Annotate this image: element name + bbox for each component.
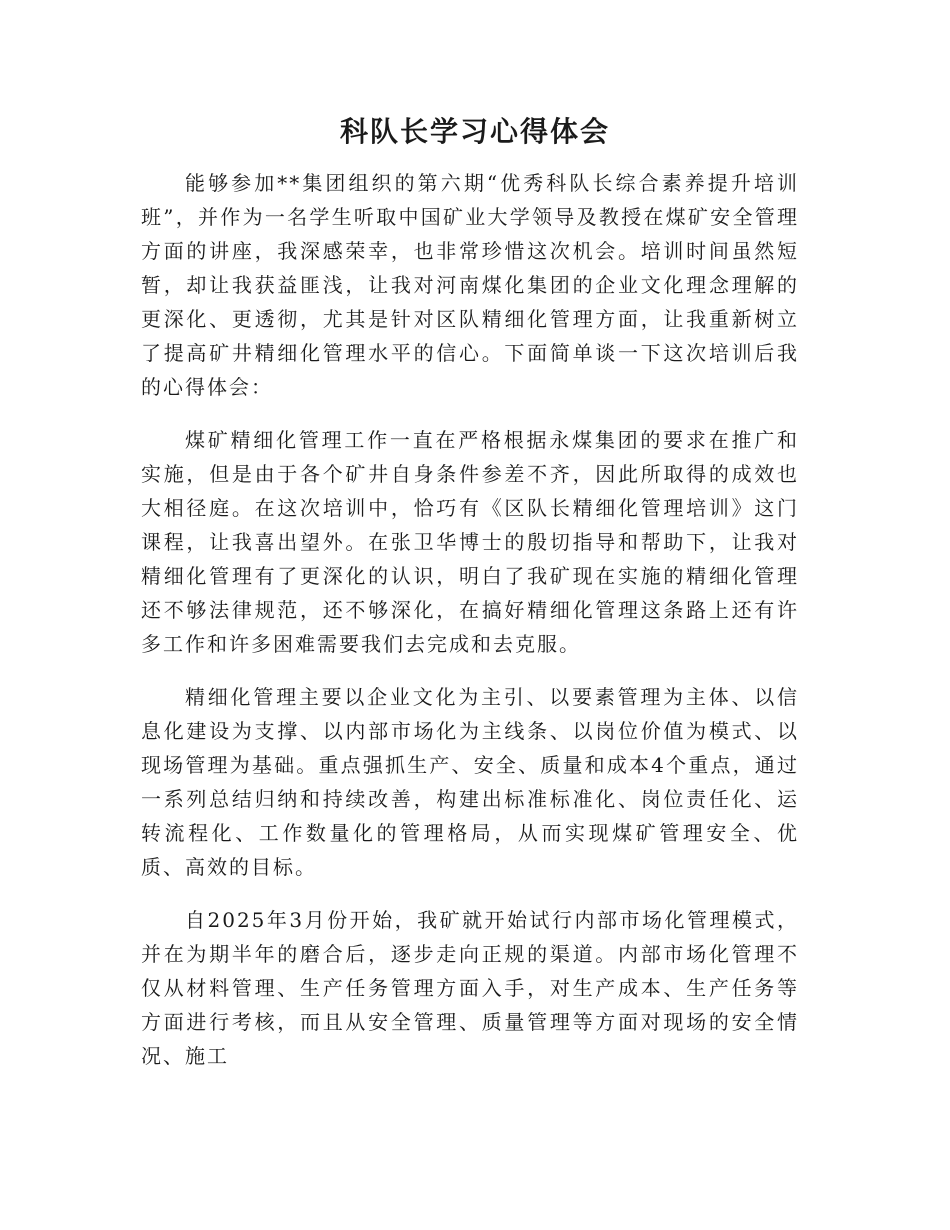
document-body xyxy=(141,166,799,1092)
paragraph-1: 能够参加**集团组织的第六期“优秀科队长综合素养提升培训班”，并作为一名学生听取中国矿业大学领导及教授在煤矿安全管理方面的讲座，我深感荣幸，也非常珍惜这次机会。培训时间虽然短暂，却让我获益匪浅，让我对河南煤化集团的企业文化理念理解的更深化、更透彻，尤其是针对区队精细化管理方面，让我重新树立了提高矿井精细化管理水平的信心。下面简单谈一下这次培训后我的心得体会： xyxy=(141,171,799,399)
paragraph-4: 自2025年3月份开始，我矿就开始试行内部市场化管理模式，并在为期半年的磨合后，逐步走向正规的渠道。内部市场化管理不仅从材料管理、生产任务管理方面入手，对生产成本、生产任务等方面进行考核，而且从安全管理、质量管理等方面对现场的安全情况、施工 xyxy=(141,908,799,1068)
document-title: 科队长学习心得体会 xyxy=(339,115,610,148)
paragraph-3: 精细化管理主要以企业文化为主引、以要素管理为主体、以信息化建设为支撑、以内部市场化为主线条、以岗位价值为模式、以现场管理为基础。重点强抓生产、安全、质量和成本4个重点，通过一系列总结归纳和持续改善，构建出标准标准化、岗位责任化、运转流程化、工作数量化的管理格局，从而实现煤矿管理安全、优质、高效的目标。 xyxy=(141,685,799,879)
paragraph-2: 煤矿精细化管理工作一直在严格根据永煤集团的要求在推广和实施，但是由于各个矿井自身条件参差不齐，因此所取得的成效也大相径庭。在这次培训中，恰巧有《区队长精细化管理培训》这门课程，让我喜出望外。在张卫华博士的殷切指导和帮助下，让我对精细化管理有了更深化的认识，明白了我矿现在实施的精细化管理还不够法律规范，还不够深化，在搞好精细化管理这条路上还有许多工作和许多困难需要我们去完成和去克服。 xyxy=(141,428,799,656)
